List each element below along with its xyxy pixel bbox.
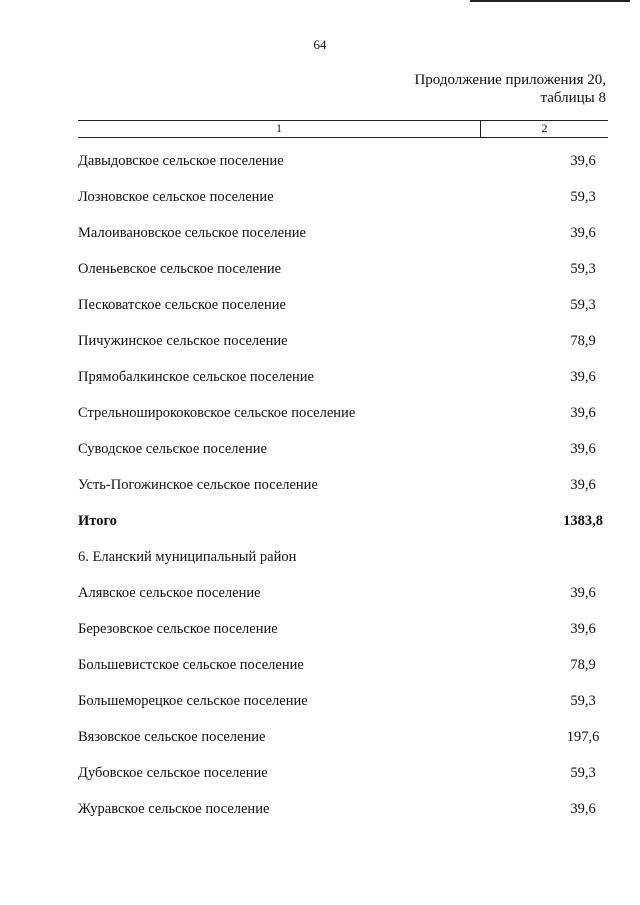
table-row xyxy=(78,801,608,821)
row-value: 59,3 xyxy=(570,765,596,781)
row-value: 39,6 xyxy=(570,621,596,637)
table-row xyxy=(78,477,608,497)
row-value: 59,3 xyxy=(570,693,596,709)
table-row xyxy=(78,549,608,569)
table-row xyxy=(78,585,608,605)
row-name: Прямобалкинское сельское поселение xyxy=(78,369,314,385)
table-row xyxy=(78,333,608,353)
table-row xyxy=(78,693,608,713)
row-name: Суводское сельское поселение xyxy=(78,441,267,457)
row-name: Малоивановское сельское поселение xyxy=(78,225,306,241)
row-name: Березовское сельское поселение xyxy=(78,621,278,637)
row-name: Пичужинское сельское поселение xyxy=(78,333,288,349)
row-value: 39,6 xyxy=(570,441,596,457)
row-value: 39,6 xyxy=(570,405,596,421)
row-name: Алявское сельское поселение xyxy=(78,585,261,601)
table-row xyxy=(78,765,608,785)
row-value: 39,6 xyxy=(570,585,596,601)
row-name: Дубовское сельское поселение xyxy=(78,765,268,781)
row-name: 6. Еланский муниципальный район xyxy=(78,549,297,565)
header-col-2: 2 xyxy=(541,121,548,135)
continuation-line-2: таблицы 8 xyxy=(540,90,606,106)
row-name: Оленьевское сельское поселение xyxy=(78,261,282,277)
row-name: Стрельноширококовское сельское поселение xyxy=(78,405,356,421)
table-row xyxy=(78,225,608,245)
row-name: Усть-Погожинское сельское поселение xyxy=(78,477,318,493)
table-row xyxy=(78,261,608,281)
row-value: 39,6 xyxy=(570,477,596,493)
row-value: 59,3 xyxy=(570,189,596,205)
header-col-1: 1 xyxy=(276,121,282,135)
table-row xyxy=(78,153,608,173)
table-row xyxy=(78,405,608,425)
table-row xyxy=(78,297,608,317)
row-value: 59,3 xyxy=(570,297,596,313)
header-bottom-line xyxy=(78,137,608,138)
row-value: 78,9 xyxy=(570,657,596,673)
row-name: Журавское сельское поселение xyxy=(78,801,270,817)
table-row xyxy=(78,657,608,677)
row-name: Большеморецкое сельское поселение xyxy=(78,693,308,709)
table-row xyxy=(78,189,608,209)
row-value: 39,6 xyxy=(570,153,596,169)
row-name: Итого xyxy=(78,513,117,529)
row-value: 39,6 xyxy=(570,369,596,385)
row-name: Давыдовское сельское поселение xyxy=(78,153,284,169)
row-name: Большевистское сельское поселение xyxy=(78,657,304,673)
page-number: 64 xyxy=(313,37,327,52)
table-row xyxy=(78,369,608,389)
row-value: 197,6 xyxy=(566,729,600,745)
row-value: 78,9 xyxy=(570,333,596,349)
table-row xyxy=(78,621,608,641)
table-row xyxy=(78,441,608,461)
row-value: 39,6 xyxy=(570,801,596,817)
top-rule xyxy=(470,0,630,2)
continuation-line-1: Продолжение приложения 20, xyxy=(414,72,606,88)
row-value: 59,3 xyxy=(570,261,596,277)
row-value: 39,6 xyxy=(570,225,596,241)
row-name: Лозновское сельское поселение xyxy=(78,189,274,205)
row-value: 1383,8 xyxy=(563,513,603,529)
row-name: Песковатское сельское поселение xyxy=(78,297,286,313)
row-name: Вязовское сельское поселение xyxy=(78,729,266,745)
table-row xyxy=(78,513,608,533)
table-row xyxy=(78,729,608,749)
continuation-title xyxy=(414,71,606,107)
